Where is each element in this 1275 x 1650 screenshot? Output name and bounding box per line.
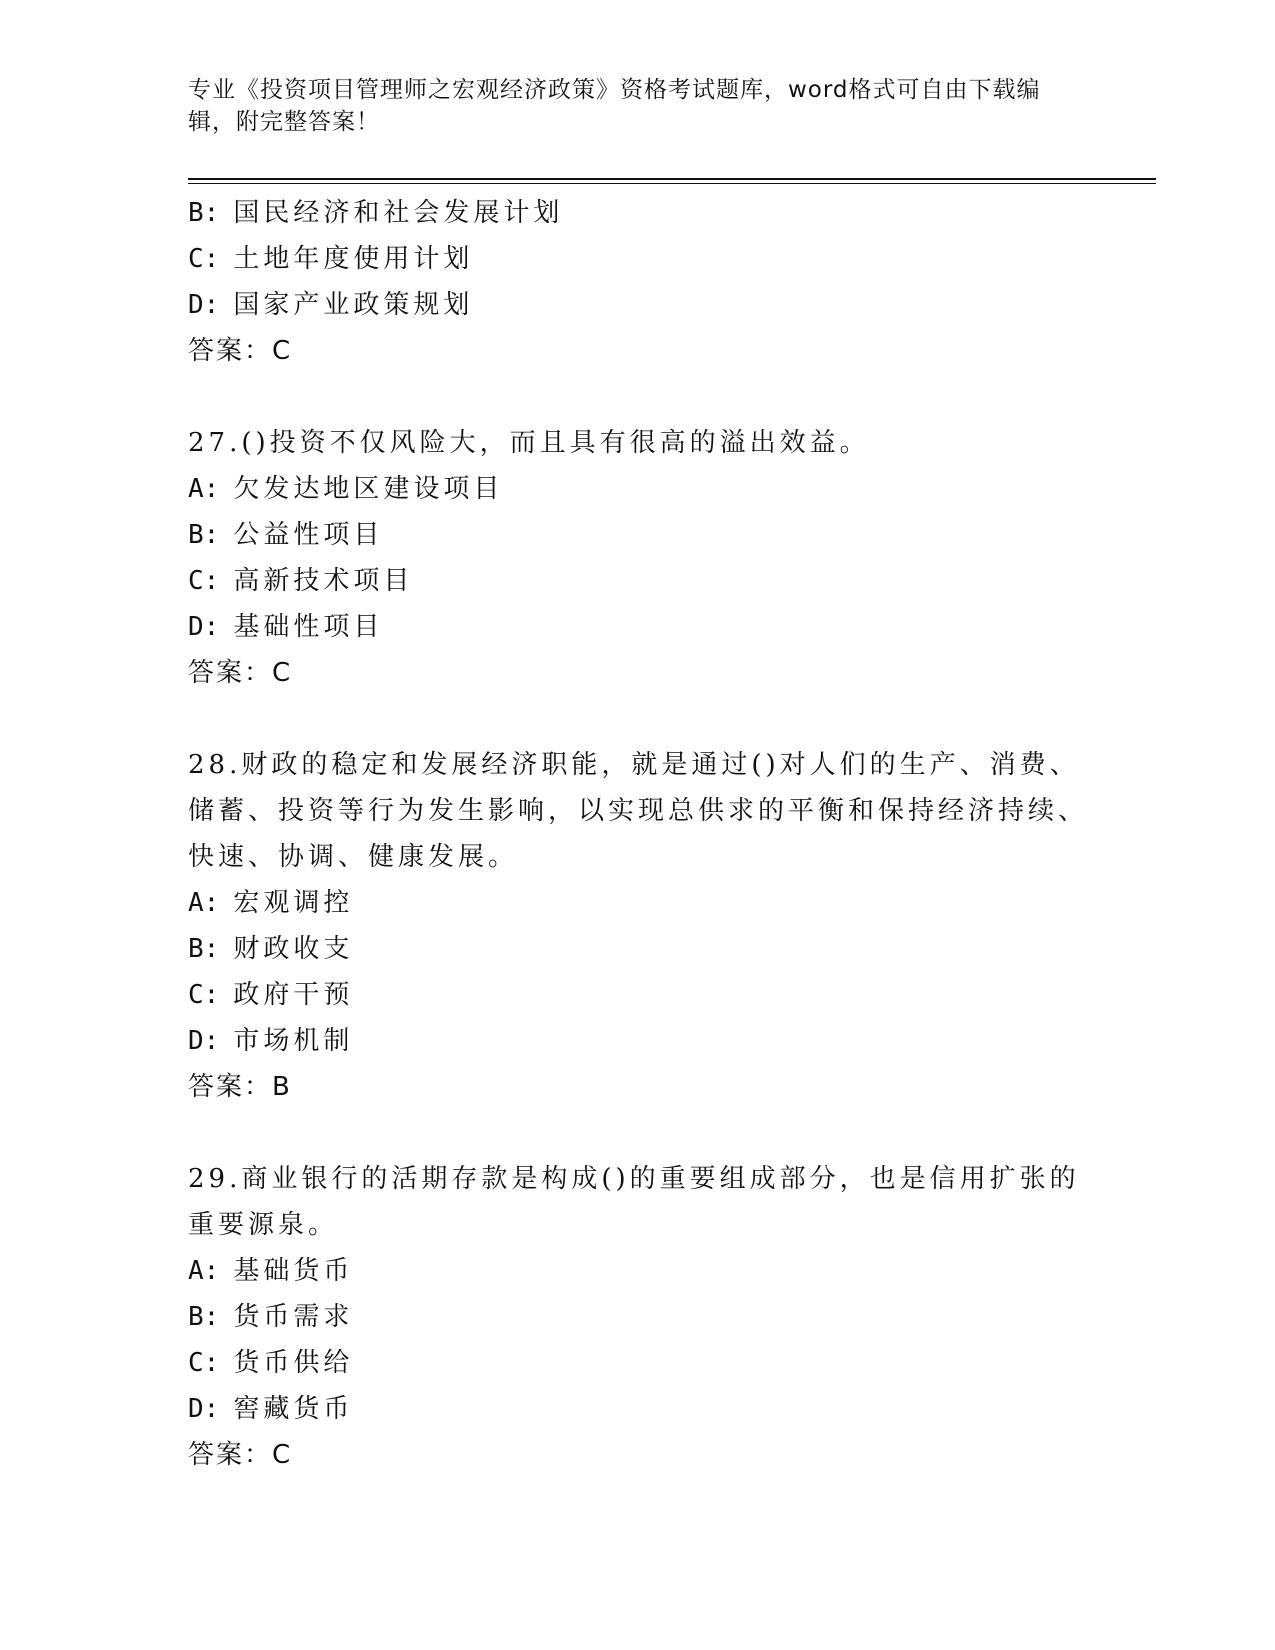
option-text: 宏观调控 (233, 888, 354, 918)
option-text: 基础性项目 (233, 612, 384, 642)
option-text: 土地年度使用计划 (233, 244, 474, 274)
option-text: 公益性项目 (233, 520, 384, 550)
option-letter: C: (188, 980, 220, 1010)
option-text: 基础货币 (233, 1256, 354, 1286)
option-c (188, 236, 1088, 282)
option-c (188, 1340, 1088, 1386)
question-26-continued (188, 190, 1088, 374)
option-text: 市场机制 (233, 1026, 354, 1056)
option-letter: B: (188, 934, 220, 964)
option-c (188, 558, 1088, 604)
answer-line: 答案：C (188, 658, 293, 688)
answer-line: 答案：C (188, 1440, 293, 1470)
question-stem: 28.财政的稳定和发展经济职能，就是通过()对人们的生产、消费、储蓄、投资等行为发生影响，以实现总供求的平衡和保持经济持续、快速、协调、健康发展。 (188, 750, 1089, 872)
option-text: 货币需求 (233, 1302, 354, 1332)
option-text: 货币供给 (233, 1348, 354, 1378)
option-text: 欠发达地区建设项目 (233, 474, 504, 504)
option-d (188, 604, 1088, 650)
option-letter: C: (188, 566, 220, 596)
option-d (188, 1018, 1088, 1064)
option-b (188, 512, 1088, 558)
option-d (188, 1386, 1088, 1432)
option-text: 财政收支 (233, 934, 354, 964)
option-b (188, 190, 1088, 236)
option-text: 政府干预 (233, 980, 354, 1010)
option-c (188, 972, 1088, 1018)
option-letter: D: (188, 290, 220, 320)
option-letter: B: (188, 520, 220, 550)
question-list (188, 190, 1088, 1478)
header-divider-thin (188, 183, 1156, 184)
option-a (188, 880, 1088, 926)
option-letter: D: (188, 1394, 220, 1424)
question-stem: 27.()投资不仅风险大，而且具有很高的溢出效益。 (188, 428, 870, 458)
option-b (188, 1294, 1088, 1340)
option-letter: B: (188, 198, 220, 228)
option-text: 窖藏货币 (233, 1394, 354, 1424)
option-a (188, 466, 1088, 512)
option-letter: C: (188, 244, 220, 274)
question-27 (188, 420, 1088, 696)
question-29 (188, 1156, 1088, 1478)
option-b (188, 926, 1088, 972)
option-text: 国民经济和社会发展计划 (233, 198, 564, 228)
option-d (188, 282, 1088, 328)
spacer (188, 696, 1088, 742)
option-letter: A: (188, 1256, 220, 1286)
option-letter: C: (188, 1348, 220, 1378)
option-letter: A: (188, 474, 220, 504)
option-text: 高新技术项目 (233, 566, 414, 596)
option-text: 国家产业政策规划 (233, 290, 474, 320)
answer-line: 答案：B (188, 1072, 292, 1102)
option-letter: B: (188, 1302, 220, 1332)
question-28 (188, 742, 1088, 1110)
option-letter: A: (188, 888, 220, 918)
header-divider-thick (188, 178, 1156, 180)
spacer (188, 1110, 1088, 1156)
option-a (188, 1248, 1088, 1294)
document-header: 专业《投资项目管理师之宏观经济政策》资格考试题库，word格式可自由下载编辑，附完整答案！ (188, 77, 1041, 135)
option-letter: D: (188, 1026, 220, 1056)
answer-line: 答案：C (188, 336, 293, 366)
option-letter: D: (188, 612, 220, 642)
question-stem: 29.商业银行的活期存款是构成()的重要组成部分，也是信用扩张的重要源泉。 (188, 1164, 1080, 1240)
spacer (188, 374, 1088, 420)
